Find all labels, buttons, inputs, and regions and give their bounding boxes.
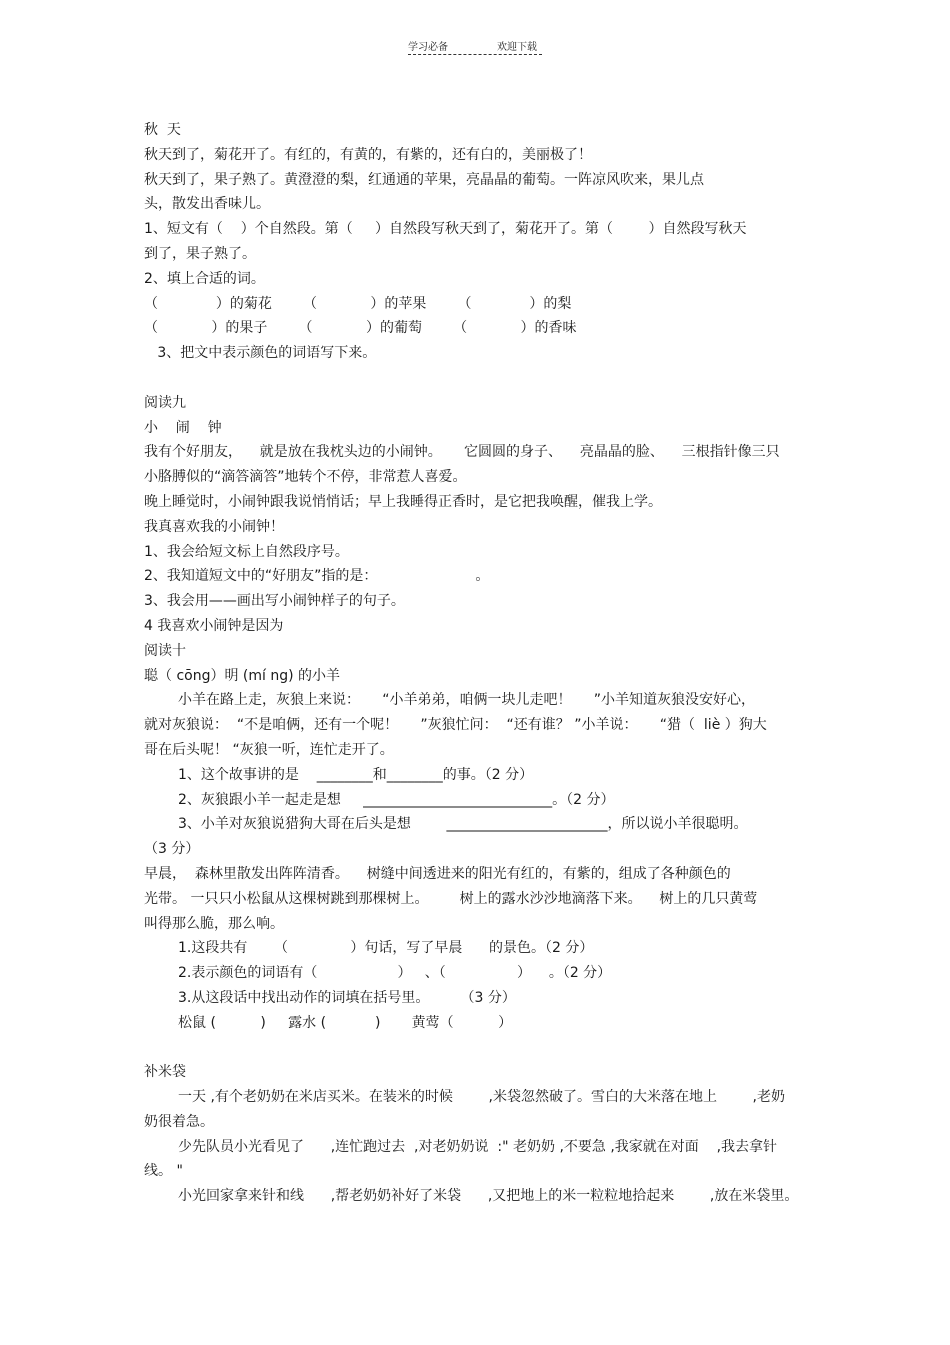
fill-in-line: （ ）的果子 （ ）的葡萄 （ ）的香味 [144,320,577,337]
header-right-text: 欢迎下载 [497,42,537,53]
passage-title: 补米袋 [144,1064,186,1081]
passage-title: 秋 天 [144,122,181,138]
header-left-text: 学习必备 [408,42,448,53]
question-line: 3.从这段话中找出动作的词填在括号里。 （3 分） [178,989,516,1006]
question-line: 1.这段共有 （ ）句话，写了早晨 的景色。（2 分） [178,940,594,957]
page-header [0,38,950,58]
question-line: 到了，果子熟了。 [144,245,256,262]
section-heading: 阅读十 [144,642,186,659]
text-line: 小胳膊似的“滴答滴答”地转个不停，非常惹人喜爱。 [144,469,467,486]
text-line: 奶很着急。 [144,1113,214,1130]
header-dashed-rule [408,54,542,55]
text-line: 哥在后头呢！ “灰狼一听，连忙走开了。 [144,741,394,758]
text-line: 小羊在路上走，灰狼上来说： “小羊弟弟，咱俩一块儿走吧！ ”小羊知道灰狼没安好心， [178,692,756,709]
text-line: 我有个好朋友， 就是放在我枕头边的小闹钟。 它圆圆的身子、 亮晶晶的脸、 三根指针像三只 [144,444,780,461]
question-line: 4 我喜欢小闹钟是因为 [144,617,284,634]
text-line: 就对灰狼说： “不是咱俩，还有一个呢！ ”灰狼忙问： “还有谁？ ”小羊说： “猎（ liè ）狗大 [144,717,767,734]
question-line: 1、短文有（ ）个自然段。第（ ）自然段写秋天到了，菊花开了。第（ ）自然段写秋天 [144,221,747,238]
text-line: 线。 " [144,1163,183,1180]
text-line: 一天 ,有个老奶奶在米店买米。在装米的时候 ,米袋忽然破了。雪白的大米落在地上 ,老奶 [178,1089,786,1106]
question-line: 3、我会用——画出写小闹钟样子的句子。 [144,593,405,610]
fill-in-line: 松鼠 ( ) 露水 ( ) 黄莺（ ） [178,1014,513,1031]
question-line: 2.表示颜色的词语有（ ） 、（ ） 。（2 分） [178,965,612,982]
text-line: 秋天到了，果子熟了。黄澄澄的梨，红通通的苹果，亮晶晶的葡萄。一阵凉风吹来，果儿点 [144,171,704,188]
text-line: 少先队员小光看见了 ,连忙跑过去 ,对老奶奶说 :" 老奶奶 ,不要急 ,我家就在对面 ,我去拿针 [178,1138,778,1155]
text-line: 头，散发出香味儿。 [144,196,270,213]
blank-line [144,1035,824,1060]
passage-title: 聪（ cōng）明 (mí ng) 的小羊 [144,667,341,684]
text-line: 晚上睡觉时，小闹钟跟我说悄悄话；早上我睡得正香时，是它把我唤醒，催我上学。 [144,493,662,510]
text-line: 我真喜欢我的小闹钟！ [144,518,284,535]
question-line: 2、填上合适的词。 [144,270,265,287]
blank-line [144,366,824,391]
text-line: 秋天到了，菊花开了。有红的，有黄的，有紫的，还有白的，美丽极了！ [144,146,592,163]
document-body [144,118,824,1209]
question-line: 3、把文中表示颜色的词语写下来。 [144,345,377,362]
text-line: 早晨， 森林里散发出阵阵清香。 树缝中间透进来的阳光有红的，有紫的，组成了各种颜色的 [144,865,731,882]
question-line: 3、小羊对灰狼说猎狗大哥在后头是想 _______________________，所以说小羊很聪明。 [178,816,748,833]
passage-title: 小 闹 钟 [144,419,222,436]
section-heading: 阅读九 [144,394,186,411]
question-line: 2、我知道短文中的“好朋友”指的是： 。 [144,568,490,585]
question-line: 1、这个故事讲的是 ________和________的事。（2 分） [178,766,534,783]
question-line: 2、灰狼跟小羊一起走是想 ___________________________。（2 分） [178,791,615,808]
fill-in-line: （ ）的菊花 （ ）的苹果 （ ）的梨 [144,295,572,312]
text-line: 小光回家拿来针和线 ,帮老奶奶补好了米袋 ,又把地上的米一粒粒地拾起来 ,放在米袋里。 [178,1188,799,1205]
question-line: （3 分） [144,841,200,858]
text-line: 光带。 一只只小松鼠从这棵树跳到那棵树上。 树上的露水沙沙地滴落下来。 树上的几只黄莺 [144,890,758,907]
question-line: 1、我会给短文标上自然段序号。 [144,543,349,560]
text-line: 叫得那么脆，那么响。 [144,915,284,932]
